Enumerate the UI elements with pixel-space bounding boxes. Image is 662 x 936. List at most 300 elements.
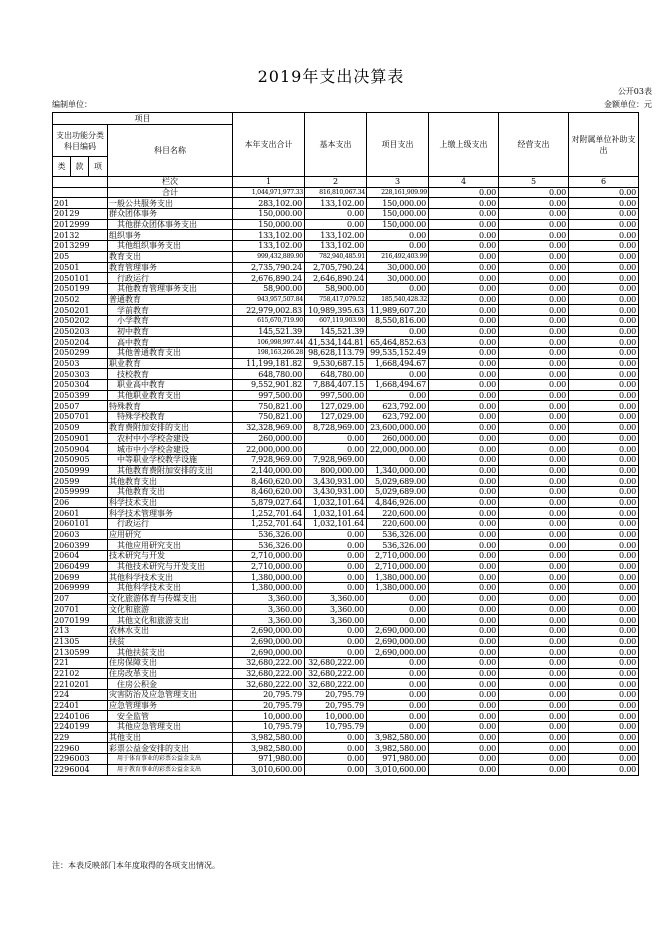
amount-cell: 0.00: [499, 454, 569, 465]
seq-label: 栏次: [108, 177, 233, 188]
amount-cell: 1,668,494.67: [367, 380, 429, 391]
amount-cell: 0.00: [429, 668, 499, 679]
code-cell: 2050999: [53, 465, 108, 476]
amount-cell: 1,252,701.64: [233, 519, 305, 530]
amount-cell: 185,540,428.32: [367, 294, 429, 305]
name-cell: 住房公积金: [108, 679, 233, 690]
amount-cell: 0.00: [569, 358, 639, 369]
amount-cell: 0.00: [569, 583, 639, 594]
total-cell: 816,810,067.34: [305, 187, 367, 198]
table-row: [53, 657, 639, 668]
code-cell: 2050203: [53, 326, 108, 337]
amount-cell: 0.00: [429, 433, 499, 444]
table-row: [53, 433, 639, 444]
amount-cell: 0.00: [305, 444, 367, 455]
amount-cell: 0.00: [429, 722, 499, 733]
amount-cell: 0.00: [429, 572, 499, 583]
code-cell: 20699: [53, 572, 108, 583]
kuan-header: 款: [71, 157, 89, 177]
amount-cell: 41,534,144.81: [305, 337, 367, 348]
amount-cell: 11,199,181.82: [233, 358, 305, 369]
amount-cell: 10,000.00: [305, 711, 367, 722]
amount-cell: 536,326.00: [367, 540, 429, 551]
code-cell: 2059999: [53, 486, 108, 497]
table-row: [53, 294, 639, 305]
amount-cell: 1,380,000.00: [367, 583, 429, 594]
amount-cell: 0.00: [429, 529, 499, 540]
amount-cell: 0.00: [429, 262, 499, 273]
amount-cell: 0.00: [499, 690, 569, 701]
table-row: [53, 251, 639, 262]
amount-cell: 2,710,000.00: [367, 551, 429, 562]
amount-cell: 0.00: [429, 465, 499, 476]
amount-cell: 20,795.79: [233, 690, 305, 701]
amount-cell: 0.00: [499, 401, 569, 412]
amount-cell: 0.00: [499, 508, 569, 519]
amount-cell: 750,821.00: [233, 412, 305, 423]
amount-cell: 0.00: [429, 711, 499, 722]
amount-cell: 0.00: [429, 497, 499, 508]
amount-cell: 0.00: [499, 219, 569, 230]
amount-cell: 0.00: [499, 305, 569, 316]
amount-cell: 0.00: [499, 262, 569, 273]
amount-cell: 0.00: [499, 486, 569, 497]
code-cell: 2050299: [53, 348, 108, 359]
amount-cell: 536,326.00: [233, 540, 305, 551]
amount-cell: 65,464,852.63: [367, 337, 429, 348]
amount-cell: 2,690,000.00: [233, 636, 305, 647]
code-cell: 2296004: [53, 764, 108, 775]
amount-cell: 1,380,000.00: [233, 583, 305, 594]
code-cell: 20603: [53, 529, 108, 540]
amount-cell: 2,690,000.00: [367, 647, 429, 658]
amount-cell: 0.00: [569, 722, 639, 733]
table-row: [53, 305, 639, 316]
amount-cell: 0.00: [429, 422, 499, 433]
code-cell: 2050199: [53, 283, 108, 294]
code-cell: 2050304: [53, 380, 108, 391]
amount-cell: 536,326.00: [233, 529, 305, 540]
amount-cell: 0.00: [429, 647, 499, 658]
item-header: 项目: [53, 113, 233, 125]
total-cell: 0.00: [429, 187, 499, 198]
amount-cell: 2,710,000.00: [233, 561, 305, 572]
amount-cell: 133,102.00: [233, 241, 305, 252]
amount-cell: 0.00: [367, 711, 429, 722]
amount-cell: 0.00: [569, 305, 639, 316]
amount-cell: 150,000.00: [233, 219, 305, 230]
amount-cell: 0.00: [499, 412, 569, 423]
table-row: [53, 444, 639, 455]
currency-unit-label: 金额单位：元: [604, 100, 652, 109]
total-row: [53, 187, 639, 198]
amount-cell: 0.00: [569, 540, 639, 551]
table-row: [53, 764, 639, 775]
name-cell: 行政运行: [108, 519, 233, 530]
amount-cell: 32,680,222.00: [305, 668, 367, 679]
name-cell: 用于体育事业的彩票公益金支出: [108, 754, 233, 765]
amount-cell: 0.00: [499, 241, 569, 252]
table-row: [53, 604, 639, 615]
amount-cell: 0.00: [569, 732, 639, 743]
amount-cell: 20,795.79: [305, 700, 367, 711]
amount-cell: 0.00: [569, 679, 639, 690]
code-cell: 2050399: [53, 390, 108, 401]
amount-cell: 0.00: [429, 412, 499, 423]
amount-cell: 133,102.00: [305, 241, 367, 252]
amount-cell: 0.00: [305, 732, 367, 743]
name-cell: 灾害防治及应急管理支出: [108, 690, 233, 701]
amount-cell: 1,032,101.64: [305, 519, 367, 530]
amount-cell: 145,521.39: [305, 326, 367, 337]
code-cell: 201: [53, 198, 108, 209]
table-row: [53, 593, 639, 604]
amount-cell: 0.00: [569, 369, 639, 380]
code-cell: 2050904: [53, 444, 108, 455]
amount-cell: 943,957,507.84: [233, 294, 305, 305]
amount-cell: 0.00: [429, 358, 499, 369]
amount-cell: 3,360.00: [233, 604, 305, 615]
amount-cell: 8,460,620.00: [233, 486, 305, 497]
amount-cell: 750,821.00: [233, 401, 305, 412]
amount-cell: 32,328,969.00: [233, 422, 305, 433]
amount-cell: 1,252,701.64: [233, 508, 305, 519]
amount-cell: 0.00: [429, 241, 499, 252]
amount-cell: 0.00: [569, 764, 639, 775]
amount-cell: 0.00: [499, 583, 569, 594]
code-cell: 2050303: [53, 369, 108, 380]
amount-cell: 2,646,890.24: [305, 273, 367, 284]
amount-cell: 0.00: [569, 241, 639, 252]
table-row: [53, 519, 639, 530]
name-cell: 普通教育: [108, 294, 233, 305]
name-cell: 其他科学技术支出: [108, 572, 233, 583]
amount-cell: 3,360.00: [305, 615, 367, 626]
amount-cell: 0.00: [569, 337, 639, 348]
amount-cell: 8,550,816.00: [367, 315, 429, 326]
amount-cell: 8,460,620.00: [233, 476, 305, 487]
amount-cell: 3,430,931.00: [305, 476, 367, 487]
amount-cell: 150,000.00: [233, 209, 305, 220]
amount-cell: 648,780.00: [305, 369, 367, 380]
amount-cell: 0.00: [569, 251, 639, 262]
table-row: [53, 390, 639, 401]
amount-cell: 0.00: [499, 209, 569, 220]
amount-cell: 0.00: [569, 294, 639, 305]
amount-cell: 3,430,931.00: [305, 486, 367, 497]
table-row: [53, 529, 639, 540]
amount-cell: 0.00: [499, 593, 569, 604]
code-cell: 2210201: [53, 679, 108, 690]
amount-cell: 3,982,580.00: [367, 732, 429, 743]
amount-cell: 5,029,689.00: [367, 476, 429, 487]
code-cell: 2240199: [53, 722, 108, 733]
amount-cell: 0.00: [499, 636, 569, 647]
amount-cell: 0.00: [429, 540, 499, 551]
amount-cell: 2,705,790.24: [305, 262, 367, 273]
amount-cell: 0.00: [569, 647, 639, 658]
table-row: [53, 241, 639, 252]
seq-row: [53, 177, 639, 188]
amount-cell: 0.00: [429, 348, 499, 359]
amount-cell: 1,668,494.67: [367, 358, 429, 369]
amount-cell: 0.00: [499, 743, 569, 754]
amount-cell: 0.00: [569, 572, 639, 583]
code-cell: 2069999: [53, 583, 108, 594]
name-cell: 教育支出: [108, 251, 233, 262]
code-cell: 21305: [53, 636, 108, 647]
table-row: [53, 315, 639, 326]
name-cell: 组织事务: [108, 230, 233, 241]
amount-cell: 0.00: [569, 454, 639, 465]
total-header: 本年支出合计: [233, 113, 305, 177]
amount-cell: 0.00: [499, 337, 569, 348]
amount-cell: 0.00: [569, 561, 639, 572]
amount-cell: 0.00: [367, 241, 429, 252]
code-cell: 2012999: [53, 219, 108, 230]
amount-cell: 0.00: [569, 273, 639, 284]
amount-cell: 0.00: [305, 433, 367, 444]
name-cell: 文化旅游体育与传媒支出: [108, 593, 233, 604]
amount-cell: 98,628,113.79: [305, 348, 367, 359]
amount-cell: 623,792.00: [367, 412, 429, 423]
amount-cell: 0.00: [367, 593, 429, 604]
code-cell: 2050701: [53, 412, 108, 423]
amount-cell: 607,119,903.90: [305, 315, 367, 326]
amount-cell: 0.00: [305, 647, 367, 658]
amount-cell: 0.00: [429, 390, 499, 401]
amount-cell: 0.00: [429, 508, 499, 519]
amount-cell: 0.00: [499, 433, 569, 444]
amount-cell: 0.00: [305, 572, 367, 583]
amount-cell: 0.00: [429, 337, 499, 348]
amount-cell: 0.00: [367, 230, 429, 241]
table-row: [53, 583, 639, 594]
name-cell: 其他群众团体事务支出: [108, 219, 233, 230]
amount-cell: 20,795.79: [305, 690, 367, 701]
table-row: [53, 690, 639, 701]
amount-cell: 0.00: [499, 444, 569, 455]
amount-cell: 2,690,000.00: [233, 625, 305, 636]
code-cell: 20507: [53, 401, 108, 412]
name-cell: 科学技术管理事务: [108, 508, 233, 519]
amount-cell: 22,000,000.00: [233, 444, 305, 455]
amount-cell: 145,521.39: [233, 326, 305, 337]
code-cell: 2070199: [53, 615, 108, 626]
name-cell: 行政运行: [108, 273, 233, 284]
table-row: [53, 358, 639, 369]
amount-cell: 0.00: [569, 508, 639, 519]
name-cell: 其他应用研究支出: [108, 540, 233, 551]
amount-cell: 0.00: [429, 444, 499, 455]
table-row: [53, 401, 639, 412]
code-cell: 206: [53, 497, 108, 508]
amount-cell: 0.00: [429, 294, 499, 305]
table-row: [53, 348, 639, 359]
amount-cell: 615,670,719.90: [233, 315, 305, 326]
amount-cell: 10,795.79: [233, 722, 305, 733]
table-row: [53, 380, 639, 391]
amount-cell: 32,680,222.00: [233, 657, 305, 668]
amount-cell: 20,795.79: [233, 700, 305, 711]
amount-cell: 260,000.00: [367, 433, 429, 444]
table-row: [53, 326, 639, 337]
name-cell: 职业高中教育: [108, 380, 233, 391]
table-row: [53, 476, 639, 487]
seq-cell: 2: [305, 177, 367, 188]
name-cell: 特殊教育: [108, 401, 233, 412]
amount-cell: 0.00: [429, 764, 499, 775]
amount-cell: 0.00: [429, 380, 499, 391]
seq-cell: 5: [499, 177, 569, 188]
amount-cell: 0.00: [367, 604, 429, 615]
amount-cell: 0.00: [499, 700, 569, 711]
amount-cell: 0.00: [499, 604, 569, 615]
amount-cell: 0.00: [569, 743, 639, 754]
amount-cell: 0.00: [305, 551, 367, 562]
amount-cell: 0.00: [569, 326, 639, 337]
amount-cell: 0.00: [499, 572, 569, 583]
amount-cell: 0.00: [429, 369, 499, 380]
table-row: [53, 668, 639, 679]
amount-cell: 106,998,997.44: [233, 337, 305, 348]
table-row: [53, 497, 639, 508]
table-row: [53, 369, 639, 380]
name-cell: 其他扶贫支出: [108, 647, 233, 658]
amount-cell: 0.00: [569, 593, 639, 604]
name-header: 科目名称: [108, 125, 233, 177]
amount-cell: 0.00: [305, 743, 367, 754]
table-row: [53, 551, 639, 562]
code-cell: 229: [53, 732, 108, 743]
amount-cell: 0.00: [569, 283, 639, 294]
amount-cell: 0.00: [429, 732, 499, 743]
name-cell: 其他科学技术支出: [108, 583, 233, 594]
amount-cell: 0.00: [569, 711, 639, 722]
code-cell: 20503: [53, 358, 108, 369]
amount-cell: 0.00: [499, 732, 569, 743]
amount-cell: 5,879,027.64: [233, 497, 305, 508]
table-row: [53, 700, 639, 711]
table-row: [53, 732, 639, 743]
amount-cell: 150,000.00: [367, 198, 429, 209]
name-cell: 其他文化和旅游支出: [108, 615, 233, 626]
code-cell: 22960: [53, 743, 108, 754]
amount-cell: 0.00: [569, 422, 639, 433]
seq-cell: 4: [429, 177, 499, 188]
code-cell: 2060399: [53, 540, 108, 551]
amount-cell: 1,032,101.64: [305, 497, 367, 508]
table-row: [53, 465, 639, 476]
amount-cell: 0.00: [569, 615, 639, 626]
table-row: [53, 679, 639, 690]
name-cell: 扶贫: [108, 636, 233, 647]
amount-cell: 10,795.79: [305, 722, 367, 733]
code-cell: 2050901: [53, 433, 108, 444]
amount-cell: 999,432,889.90: [233, 251, 305, 262]
table-row: [53, 283, 639, 294]
amount-cell: 9,552,901.82: [233, 380, 305, 391]
amount-cell: 0.00: [569, 262, 639, 273]
amount-cell: 0.00: [499, 679, 569, 690]
table-row: [53, 273, 639, 284]
table-row: [53, 540, 639, 551]
amount-cell: 99,535,152.49: [367, 348, 429, 359]
amount-cell: 283,102.00: [233, 198, 305, 209]
table-row: [53, 209, 639, 220]
amount-cell: 0.00: [367, 615, 429, 626]
amount-cell: 7,928,969.00: [305, 454, 367, 465]
amount-cell: 0.00: [305, 561, 367, 572]
name-cell: 一般公共服务支出: [108, 198, 233, 209]
amount-cell: 5,029,689.00: [367, 486, 429, 497]
name-cell: 科学技术支出: [108, 497, 233, 508]
amount-cell: 0.00: [569, 476, 639, 487]
amount-cell: 58,900.00: [233, 283, 305, 294]
table-row: [53, 743, 639, 754]
amount-cell: 0.00: [499, 315, 569, 326]
amount-cell: 3,010,600.00: [233, 764, 305, 775]
amount-cell: 32,680,222.00: [233, 668, 305, 679]
name-cell: 教育管理事务: [108, 262, 233, 273]
amount-cell: 0.00: [499, 551, 569, 562]
amount-cell: 0.00: [367, 454, 429, 465]
amount-cell: 150,000.00: [367, 209, 429, 220]
amount-cell: 623,792.00: [367, 401, 429, 412]
amount-cell: 0.00: [569, 412, 639, 423]
table-row: [53, 625, 639, 636]
amount-cell: 216,492,403.99: [367, 251, 429, 262]
table-row: [53, 198, 639, 209]
amount-cell: 0.00: [499, 294, 569, 305]
name-cell: 中等职业学校教学设施: [108, 454, 233, 465]
code-cell: 22401: [53, 700, 108, 711]
amount-cell: 0.00: [367, 283, 429, 294]
business-header: 经营支出: [499, 113, 569, 177]
amount-cell: 1,380,000.00: [233, 572, 305, 583]
amount-cell: 3,360.00: [305, 593, 367, 604]
amount-cell: 0.00: [569, 198, 639, 209]
amount-cell: 2,735,790.24: [233, 262, 305, 273]
table-row: [53, 561, 639, 572]
amount-cell: 0.00: [367, 679, 429, 690]
amount-cell: 8,728,969.00: [305, 422, 367, 433]
code-cell: 22102: [53, 668, 108, 679]
code-cell: 2013299: [53, 241, 108, 252]
amount-cell: 2,690,000.00: [233, 647, 305, 658]
amount-cell: 0.00: [305, 529, 367, 540]
basic-header: 基本支出: [305, 113, 367, 177]
amount-cell: 0.00: [429, 625, 499, 636]
amount-cell: 0.00: [367, 390, 429, 401]
amount-cell: 30,000.00: [367, 273, 429, 284]
amount-cell: 0.00: [367, 700, 429, 711]
amount-cell: 0.00: [569, 700, 639, 711]
table-row: [53, 572, 639, 583]
total-cell: 0.00: [569, 187, 639, 198]
amount-cell: 1,340,000.00: [367, 465, 429, 476]
amount-cell: 0.00: [499, 422, 569, 433]
amount-cell: 648,780.00: [233, 369, 305, 380]
name-cell: 其他教育支出: [108, 476, 233, 487]
amount-cell: 0.00: [569, 551, 639, 562]
name-cell: 用于教育事业的彩票公益金支出: [108, 764, 233, 775]
table-row: [53, 230, 639, 241]
amount-cell: 10,000.00: [233, 711, 305, 722]
name-cell: 其他职业教育支出: [108, 390, 233, 401]
amount-cell: 3,010,600.00: [367, 764, 429, 775]
page-title: 2019年支出决算表: [257, 67, 405, 86]
